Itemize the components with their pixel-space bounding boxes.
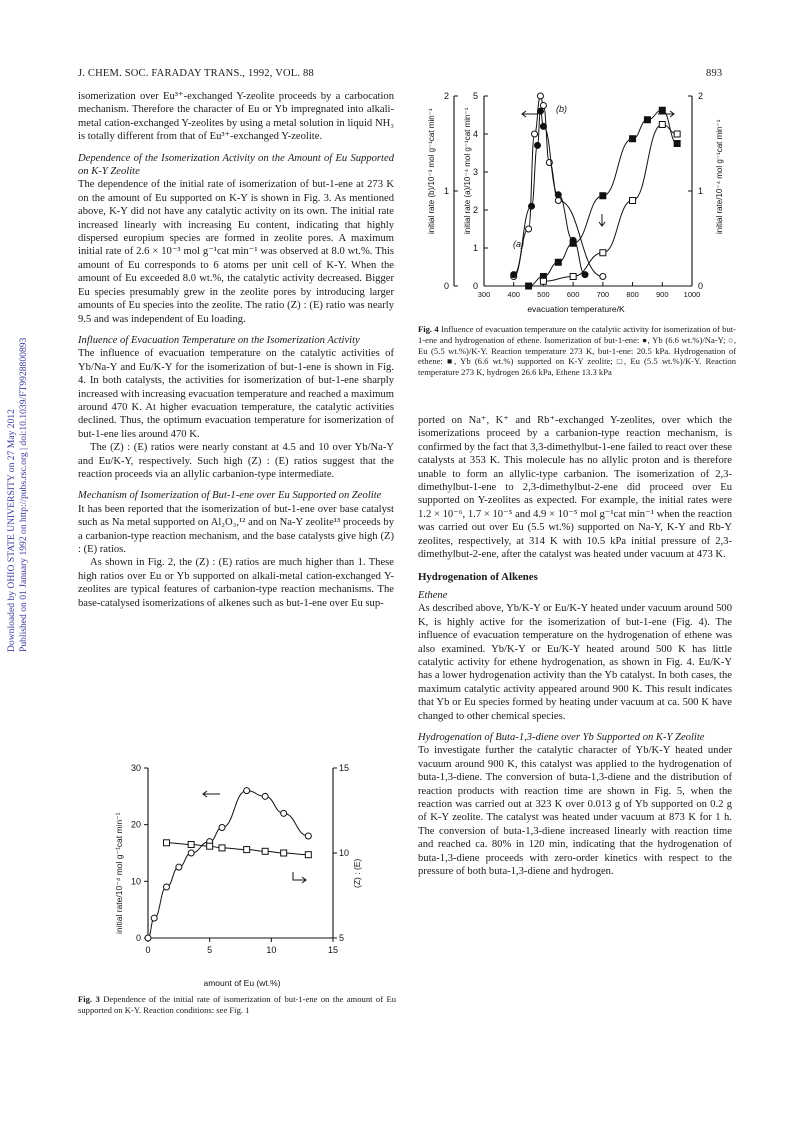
fig4-data-point [555, 192, 561, 198]
fig4-data-point [644, 117, 650, 123]
paragraph: It has been reported that the isomerization of but-1-ene over base catalyst such as Na metal supported on Al₂O₃,¹² and on Na-Y zeolite¹³ proceeds by a carbanion-type reaction mechanism, and the base catalysts give high (Z) : (E) ratios. [78, 503, 394, 555]
fig3-data-point [244, 788, 250, 794]
fig4-ya-tick-label: 3 [472, 167, 478, 177]
fig4-data-point [532, 131, 538, 137]
fig4-x-label: evacuation temperature/K [527, 304, 625, 314]
fig3-data-point [305, 852, 311, 858]
fig4-data-point [540, 123, 546, 129]
fig4-data-point [630, 136, 636, 142]
paragraph: The dependence of the initial rate of isomerization of but-1-ene at 273 K on the amount of Eu supported on K-Y is shown in Fig. 3. As mentioned above, K-Y did not have any catalytic activity on its own. The initial rate increased linearly with increasing Eu content, indicating that highly dispersed europium species are formed in zeolite pores. A maximum initial rate of 2.6 × 10⁻³ mol g⁻¹cat min⁻¹ was observed at 8.0 wt.%. This amount of Eu corresponds to 6 atoms per unit cell of K-Y. When the amount of Eu exceeded 8.0 wt.%, the catalytic activity decreased. Bigger Eu species presumably grew in the zeolite pores by introducing larger amounts of Eu species into the zeolite. The ratio (Z) : (E) ratio was nearly 9.5 and was independent of Eu loading. [78, 179, 394, 325]
left-column [78, 90, 394, 610]
fig4-data-point [659, 107, 665, 113]
fig3-data-point [207, 843, 213, 849]
fig4-series-line [514, 96, 603, 277]
fig4-data-point [537, 108, 543, 114]
fig3-chart [78, 758, 396, 990]
fig4-x-tick-label: 300 [477, 290, 491, 299]
subsection-heading: Hydrogenation of Buta-1,3-diene over Yb Supported on K-Y Zeolite [418, 731, 705, 743]
right-column [418, 414, 732, 878]
fig3-data-point [262, 793, 268, 799]
fig3-data-point [164, 840, 170, 846]
fig4-y-label-right: initial rate/10⁻⁴ mol g⁻¹cat min⁻¹ [715, 119, 724, 234]
fig3-data-point [145, 935, 151, 941]
fig4-ya-tick-label: 2 [472, 205, 478, 215]
fig4-y-label-b: initial rate (b)/10⁻³ mol g⁻¹cat min⁻¹ [427, 108, 436, 234]
fig4-data-point [630, 198, 636, 204]
fig3-data-point [151, 915, 157, 921]
fig4-ya-tick-label: 0 [472, 281, 478, 291]
fig4-ya-tick-label: 4 [472, 129, 478, 139]
fig3-data-point [219, 825, 225, 831]
fig3-y-tick-label: 30 [130, 763, 141, 773]
fig3-y2-tick-label: 15 [339, 763, 350, 773]
journal-header: J. CHEM. SOC. FARADAY TRANS., 1992, VOL. 88 [78, 68, 314, 79]
fig4-caption [418, 324, 736, 378]
paragraph: isomerization over Eu³⁺-exchanged Y-zeolite proceeds by a carbocation mechanism. Therefore the character of Eu or Yb impregnated into alkali-metal cation-exchanged Y-zeolites by using a metal solution in liquid NH₃ is totally different from that of Eu³⁺-exchanged Y-zeolite. [78, 91, 394, 143]
fig3-caption-text: Dependence of the initial rate of isomerization of but-1-ene on the amount of Eu supported on K-Y. Reaction conditions: see Fig. 1 [78, 994, 396, 1015]
fig4-label-a: (a) [513, 239, 524, 249]
fig4-data-point [529, 203, 535, 209]
fig4-data-point [526, 226, 532, 232]
fig4-arrow-down [599, 214, 605, 226]
fig3-data-point [244, 847, 250, 853]
fig4-yb-tick-label: 1 [443, 186, 449, 196]
fig3-arrow-right [293, 872, 306, 883]
section-heading: Mechanism of Isomerization of But-1-ene over Eu Supported on Zeolite [78, 490, 382, 502]
fig3-y2-label: (Z) : (E) [352, 858, 362, 888]
fig4-yb-tick-label: 2 [443, 91, 449, 101]
section-heading: Dependence of the Isomerization Activity on the Amount of Eu Supported on K-Y Zeolite [78, 152, 394, 178]
paragraph: As shown in Fig. 2, the (Z) : (E) ratios are much higher than 1. These high ratios over Eu or Yb supported on alkali-metal cation-exchanged Y-zeolites are typical features of carbanion-type reaction mechanisms. The base-catalysed isomerizations of alkenes such as but-1-ene over Eu sup- [78, 557, 394, 609]
fig3-x-tick-label: 5 [207, 945, 213, 955]
fig4-x-tick-label: 400 [507, 290, 520, 299]
section-title: Hydrogenation of Alkenes [418, 571, 538, 584]
fig3-caption [78, 994, 396, 1016]
page-number: 893 [706, 68, 723, 79]
paragraph: ported on Na⁺, K⁺ and Rb⁺-exchanged Y-zeolites, over which the isomerizations proceed by a carbanion-type reaction mechanism, is confirmed by the fact that 3,3-dimethylbut-1-ene failed to react over these catalysts at 353 K. This molecule has no allylic proton and is therefore unable to form an allylic-type carbanion. The isomerization of 2,3-dimethylbut-1-ene to 2,3-dimethylbut-2-ene did proceed over Eu supported on Y-zeolites as expected. For example, the initial rates were 1.2 × 10⁻⁶, 1.7 × 10⁻⁵ and 4.9 × 10⁻⁵ mol g⁻¹cat min⁻¹ when the reaction was carried out over Eu (5.5 wt.%) supported on Na-Y, K-Y and Rb-Y zeolites, respectively, at 314 K with 10.5 kPa initial pressure of 2,3-dimethylbut-2-ene, after the catalyst was heated under vacuum at 473 K. [418, 415, 732, 561]
paragraph: As described above, Yb/K-Y or Eu/K-Y heated under vacuum around 500 K, is highly active for the isomerization of but-1-ene (Fig. 4). The influence of evacuation temperature on the hydrogenation of ethene was also examined. Yb/K-Y or Eu/K-Y heated around 500 K has little catalytic activity for ethene hydrogenation, as shown in Fig. 4. Eu/K-Y has a lower hydrogenation activity than the Yb catalyst. In both cases, the maximum catalytic activity appeared around 900 K. This result indicates that Yb or Eu species formed by heating under vacuum at ca. 500 K have changed to other chemical species. [418, 603, 732, 722]
fig3-y-tick-label: 20 [130, 819, 141, 830]
fig3-y-label: initial rate/10⁻⁴ mol g⁻¹cat min⁻¹ [114, 812, 124, 934]
fig3-x-tick-label: 15 [327, 945, 339, 955]
fig4-x-tick-label: 500 [537, 290, 550, 299]
fig4-ya-tick-label: 1 [472, 243, 478, 253]
fig4-x-tick-label: 1000 [683, 290, 701, 299]
fig4-x-tick-label: 800 [626, 290, 639, 299]
fig4-yr-tick-label: 1 [698, 186, 704, 196]
section-heading: Influence of Evacuation Temperature on the Isomerization Activity [78, 334, 360, 346]
fig4-data-point [570, 240, 576, 246]
fig3-data-point [281, 850, 287, 856]
fig4-label-b: (b) [556, 104, 567, 114]
fig4-data-point [570, 274, 576, 280]
fig4-yr-tick-label: 0 [698, 281, 704, 291]
fig4-data-point [659, 122, 665, 128]
fig4-data-point [540, 278, 546, 284]
fig3-data-point [305, 833, 311, 839]
fig3-data-point [188, 850, 194, 856]
fig4-data-point [555, 198, 561, 204]
published-note: Published on 01 January 1992 on http://pubs.rsc.org | doi:10.1039/FT9928800893 [18, 337, 29, 652]
fig4-x-tick-label: 900 [656, 290, 669, 299]
fig4-yr-tick-label: 2 [698, 91, 704, 101]
fig4-data-point [674, 141, 680, 147]
fig3-x-tick-label: 10 [266, 945, 277, 955]
paragraph: The (Z) : (E) ratios were nearly constant at 4.5 and 10 over Yb/Na-Y and Eu/K-Y, respectively. Such high (Z) : (E) ratios suggest that the reaction proceeds via an allylic carbanion-type intermediate. [78, 442, 394, 480]
fig3-data-point [188, 842, 194, 848]
fig3-x-label: amount of Eu (wt.%) [203, 978, 281, 988]
fig3-data-point [281, 810, 287, 816]
fig4-yb-tick-label: 0 [443, 281, 449, 291]
fig4-x-tick-label: 600 [566, 290, 580, 299]
fig4-caption-label: Fig. 4 [418, 324, 439, 334]
paragraph: The influence of evacuation temperature on the catalytic activities of Yb/Na-Y and Eu/K-Y for the isomerization of but-1-ene is shown in Fig. 4. In both catalysts, the activities for isomerization of but-1-ene sharply increased with increasing evacuation temperature and reached a maximum around 470 K. At higher evacuation temperature, the catalytic activities declined. Thus, the optimum evacuation temperature for isomerization of but-1-ene lies around 470 K. [78, 348, 394, 440]
fig3-y2-tick-label: 10 [339, 848, 350, 858]
fig4-data-point [674, 131, 680, 137]
fig4-data-point [600, 274, 606, 280]
fig4-arrow-left [522, 111, 538, 117]
fig3-x-tick-label: 0 [145, 945, 151, 955]
fig4-ya-tick-label: 5 [472, 91, 478, 101]
fig4-data-point [511, 272, 517, 278]
fig3-data-point [176, 864, 182, 870]
fig4-series-line [514, 111, 585, 274]
fig4-data-point [534, 142, 540, 148]
fig3-y-tick-label: 0 [135, 933, 141, 943]
fig4-data-point [540, 103, 546, 109]
side-watermark [0, 0, 30, 1131]
fig3-caption-label: Fig. 3 [78, 994, 100, 1004]
fig3-data-point [262, 848, 268, 854]
fig3-data-point [219, 845, 225, 851]
fig3-y-tick-label: 10 [130, 876, 141, 887]
fig4-y-label-a: initial rate (a)/10⁻⁴ mol g⁻¹cat min⁻¹ [463, 107, 472, 234]
fig4-data-point [600, 193, 606, 199]
fig4-data-point [537, 93, 543, 99]
fig3-arrow-left [203, 791, 220, 797]
fig4-chart [418, 84, 736, 316]
fig4-x-tick-label: 700 [596, 290, 610, 299]
fig3-data-point [164, 884, 170, 890]
paragraph: To investigate further the catalytic character of Yb/K-Y heated under vacuum around 900 K, this catalyst was applied to the hydrogenation of buta-1,3-diene. The conversion of buta-1,3-diene and the distribution of reaction products with reaction time are shown in Fig. 5, when the reaction was carried out at 323 K over 0.013 g of Yb supported on 0.2 g of K-Y zeolite. The catalyst was heated under vacuum at 873 K for 1 h. The conversion of buta-1,3-diene increased linearly with reaction time and reached ca. 80% in 120 min, indicating that the hydrogenation of buta-1,3-diene proceeds with zero-order kinetics with respect to the pressure of both buta-1,3-diene and hydrogen. [418, 745, 732, 877]
fig4-data-point [600, 250, 606, 256]
downloaded-note: Downloaded by OHIO STATE UNIVERSITY on 27 May 2012 [6, 409, 17, 652]
subsection-heading: Ethene [418, 589, 448, 601]
fig4-data-point [555, 259, 561, 265]
fig3-y2-tick-label: 5 [339, 933, 345, 943]
fig4-data-point [526, 283, 532, 289]
fig4-caption-text: Influence of evacuation temperature on the catalytic activity for isomerization of but-1-ene and hydrogenation of ethene. Isomerization of but-1-ene: ●, Yb (6.6 wt.%)/Na-Y; ○, Eu (5.5 wt.%)/K-Y. Reaction temperature 273 K, but-1-ene: 20.5 kPa. Hydrogenation of ethene: ■, Yb (6.6 wt.%) supported on K-Y zeolite; □, Eu (5.5 wt.%)/K-Y. Reaction temperature 273 K, hydrogen 26.6 kPa, Ethene 13.3 kPa [418, 324, 736, 378]
